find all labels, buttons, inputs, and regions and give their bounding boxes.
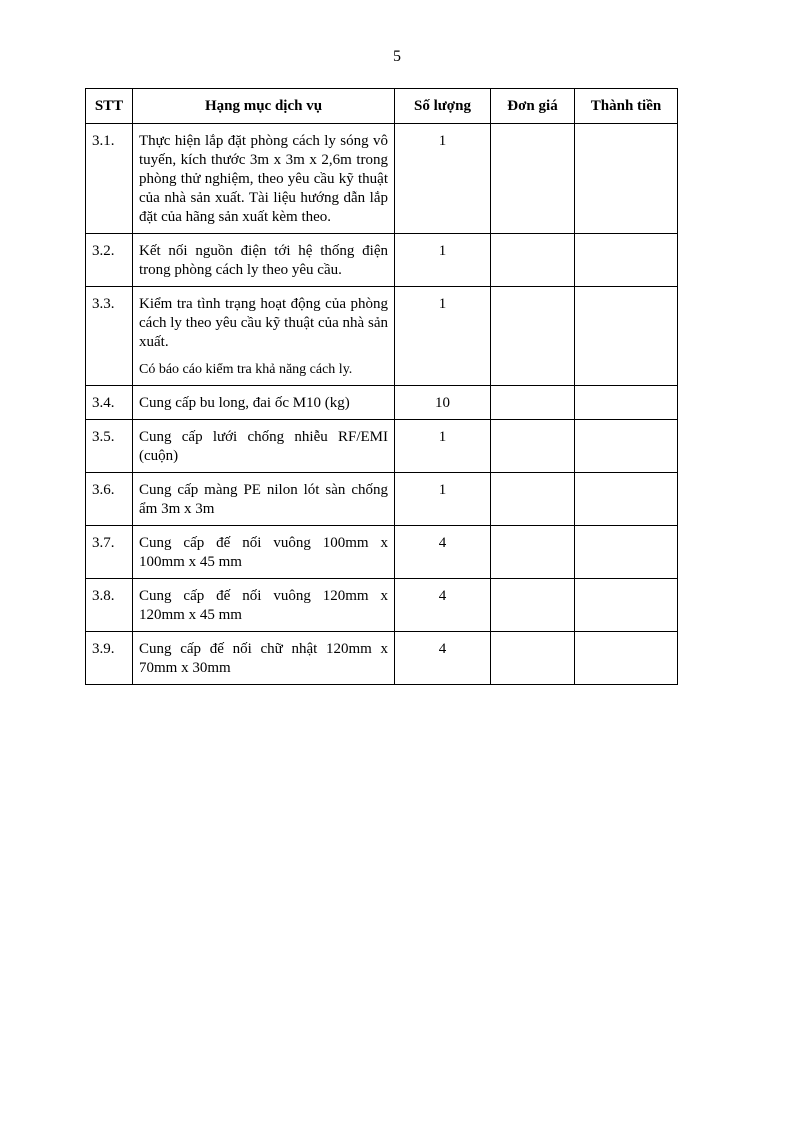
row-total: [575, 124, 678, 234]
table-row: [86, 386, 678, 420]
table-row: [86, 473, 678, 526]
service-items-table: [85, 88, 678, 685]
row-unit-price: [491, 526, 575, 579]
row-description-cell: [133, 287, 395, 386]
row-stt: 3.1.: [86, 124, 133, 234]
row-quantity: 1: [395, 287, 491, 386]
row-quantity: 1: [395, 420, 491, 473]
row-quantity: 4: [395, 526, 491, 579]
row-quantity: 4: [395, 579, 491, 632]
row-total: [575, 579, 678, 632]
row-description: Cung cấp màng PE nilon lót sàn chống ẩm 3m x 3m: [133, 473, 395, 526]
row-stt: 3.6.: [86, 473, 133, 526]
row-unit-price: [491, 632, 575, 685]
row-stt: 3.5.: [86, 420, 133, 473]
table-row: [86, 526, 678, 579]
table-row: [86, 234, 678, 287]
header-stt: STT: [86, 89, 133, 124]
table-row: [86, 632, 678, 685]
row-quantity: 1: [395, 473, 491, 526]
row-quantity: 1: [395, 234, 491, 287]
row-quantity: 4: [395, 632, 491, 685]
row-quantity: 10: [395, 386, 491, 420]
row-description: Kết nối nguồn điện tới hệ thống điện trong phòng cách ly theo yêu cầu.: [133, 234, 395, 287]
row-stt: 3.9.: [86, 632, 133, 685]
row-stt: 3.7.: [86, 526, 133, 579]
row-description: Kiểm tra tình trạng hoạt động của phòng cách ly theo yêu cầu kỹ thuật của nhà sản xuất.: [139, 296, 388, 350]
table-row: [86, 287, 678, 386]
row-stt: 3.4.: [86, 386, 133, 420]
row-stt: 3.2.: [86, 234, 133, 287]
row-total: [575, 473, 678, 526]
row-total: [575, 526, 678, 579]
row-description: Cung cấp đế nối vuông 120mm x 120mm x 45 mm: [133, 579, 395, 632]
row-stt: 3.3.: [86, 287, 133, 386]
header-unit-price: Đơn giá: [491, 89, 575, 124]
header-service-item: Hạng mục dịch vụ: [133, 89, 395, 124]
header-total: Thành tiền: [575, 89, 678, 124]
row-unit-price: [491, 234, 575, 287]
row-total: [575, 386, 678, 420]
row-unit-price: [491, 386, 575, 420]
row-unit-price: [491, 473, 575, 526]
row-total: [575, 632, 678, 685]
row-description: Cung cấp đế nối chữ nhật 120mm x 70mm x 30mm: [133, 632, 395, 685]
table-header-row: [86, 89, 678, 124]
row-unit-price: [491, 287, 575, 386]
row-description: Cung cấp bu long, đai ốc M10 (kg): [133, 386, 395, 420]
row-note: Có báo cáo kiểm tra khả năng cách ly.: [139, 362, 353, 377]
row-total: [575, 287, 678, 386]
row-unit-price: [491, 579, 575, 632]
table-row: [86, 579, 678, 632]
table-row: [86, 124, 678, 234]
row-description: Thực hiện lắp đặt phòng cách ly sóng vô tuyến, kích thước 3m x 3m x 2,6m trong phòng thử nghiệm, theo yêu cầu kỹ thuật của nhà sản xuất. Tài liệu hướng dẫn lắp đặt của hãng sản xuất kèm theo.: [133, 124, 395, 234]
row-description: Cung cấp lưới chống nhiễu RF/EMI (cuộn): [133, 420, 395, 473]
row-unit-price: [491, 124, 575, 234]
row-quantity: 1: [395, 124, 491, 234]
page-number: 5: [393, 48, 401, 65]
row-stt: 3.8.: [86, 579, 133, 632]
row-description: Cung cấp đế nối vuông 100mm x 100mm x 45 mm: [133, 526, 395, 579]
row-total: [575, 234, 678, 287]
row-total: [575, 420, 678, 473]
row-unit-price: [491, 420, 575, 473]
header-quantity: Số lượng: [395, 89, 491, 124]
table-row: [86, 420, 678, 473]
